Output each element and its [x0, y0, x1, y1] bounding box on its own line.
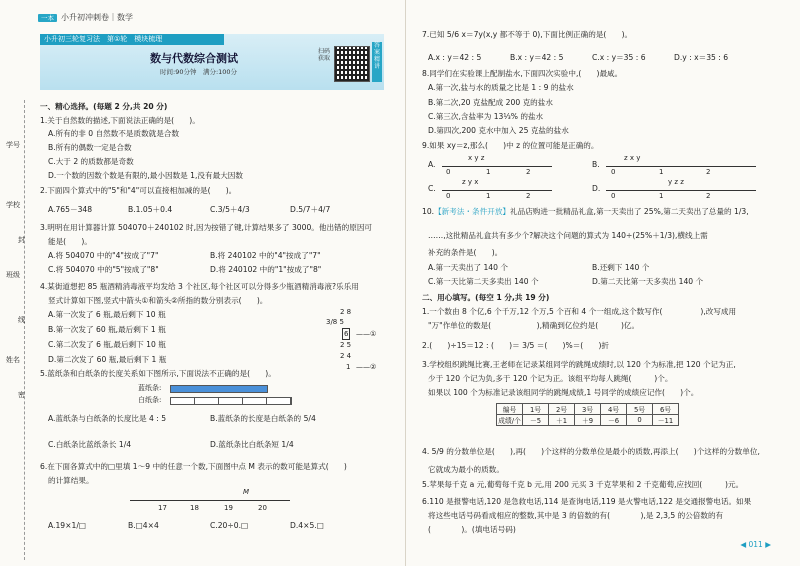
q9-line-b-0: 0 — [611, 168, 616, 176]
table-cell: 编号 — [497, 404, 523, 415]
table-cell: 2号 — [549, 404, 575, 415]
tick-18: 18 — [190, 504, 199, 512]
fill-1: 1.一个数由 8 个亿,6 个千万,12 个万,5 个百和 4 个一组成,这个数写作( ),改写成用 — [422, 307, 737, 316]
gutter-school: 学校 — [6, 201, 20, 209]
q4-option-b[interactable]: B.第一次发了 60 瓶,最后剩下 1 瓶 — [48, 325, 166, 334]
test-subtitle: 时间:90分钟 满分:100分 — [160, 68, 238, 76]
table-cell: －11 — [653, 415, 679, 426]
blue-paper-strip — [170, 385, 268, 393]
q10-tag: 【新考法・条件开放】 — [434, 207, 511, 216]
q9-option-a[interactable]: A. — [428, 160, 436, 169]
q3-option-b[interactable]: B.将 240102 中的"4"按成了"7" — [210, 251, 321, 260]
q1-stem: 1.关于自然数的描述,下面说法正确的是( )。 — [40, 116, 200, 125]
table-cell: －5 — [523, 415, 549, 426]
right-page — [405, 0, 800, 566]
q8-option-a[interactable]: A.第一次,盐与水的质量之比是 1 : 9 的盐水 — [428, 83, 574, 92]
fill-5: 5.苹果每千克 a 元,葡萄每千克 b 元,用 200 元买 3 千克苹果和 2 千克葡萄,应找回( )元。 — [422, 480, 744, 489]
q4-option-a[interactable]: A.第一次发了 6 瓶,最后剩下 10 瓶 — [48, 310, 166, 319]
qr-label-right: 答案精讲 — [372, 42, 382, 82]
page-number-value: 011 — [748, 540, 763, 549]
q1-option-c[interactable]: C.大于 2 的质数都是奇数 — [48, 157, 134, 166]
q7-option-a[interactable]: A.x : y＝42 : 5 — [428, 53, 482, 62]
table-cell: ＋9 — [575, 415, 601, 426]
q5-option-c[interactable]: C.白纸条比蓝纸条长 1/4 — [48, 440, 132, 449]
q1-option-b[interactable]: B.所有的偶数一定是合数 — [48, 143, 132, 152]
q10-stem: 10.【新考法・条件开放】礼品店购进一批精品礼盒,第一天卖出了 25%,第二天卖出了总量的 1/3, — [422, 207, 749, 216]
q9-option-b[interactable]: B. — [592, 160, 600, 169]
header-tag: 一本 — [38, 14, 57, 22]
q4-option-d[interactable]: D.第二次发了 60 瓶,最后剩下 1 瓶 — [48, 355, 167, 364]
q1-option-d[interactable]: D.一个数的因数个数是有限的,最小因数是 1,没有最大因数 — [48, 171, 243, 180]
jump-rope-score-table — [496, 403, 679, 426]
q10-stem-cont: ……,这批精品礼盒共有多少个?解决这个问题的算式为 140÷(25%＋1/3),横线上需 — [428, 231, 708, 240]
arrow-2-label: ② — [370, 363, 377, 371]
division-step-24: 2 4 — [340, 352, 352, 360]
fill-4: 4. 5/9 的分数单位是( ),再( )个这样的分数单位是最小的质数,再添上( )个这样的分数单位, — [422, 447, 760, 456]
q8-option-b[interactable]: B.第二次,20 克盐配成 200 克的盐水 — [428, 98, 553, 107]
table-cell: 5号 — [627, 404, 653, 415]
q4-stem-cont: 竖式计算如下图,竖式中箭头①和箭头②所指的数分别表示( )。 — [48, 296, 268, 305]
q6-option-b[interactable]: B.□4×4 — [128, 521, 159, 530]
division-dividend: 3/8 5 — [326, 318, 344, 326]
q9-stem: 9.如果 xy＝z,那么( )中 z 的位置可能是正确的。 — [422, 141, 599, 150]
q7-option-b[interactable]: B.x : y＝42 : 5 — [510, 53, 564, 62]
q7-stem: 7.已知 5/6 x＝7y(x,y 都不等于 0),下面比例正确的是( )。 — [422, 30, 633, 39]
q9-line-c-letters: z y x — [462, 178, 479, 186]
q9-option-c[interactable]: C. — [428, 184, 436, 193]
q5-option-a[interactable]: A.蓝纸条与白纸条的长度比是 4 : 5 — [48, 414, 167, 423]
q2-stem: 2.下面四个算式中的"5"和"4"可以直接相加减的是( )。 — [40, 186, 237, 195]
q2-option-b[interactable]: B.1.05＋0.4 — [128, 205, 173, 214]
q10-option-b[interactable]: B.还剩下 140 个 — [592, 263, 650, 272]
q5-option-d[interactable]: D.蓝纸条比白纸条短 1/4 — [210, 440, 294, 449]
q7-option-d[interactable]: D.y : x＝35 : 6 — [674, 53, 729, 62]
point-m-label: M — [243, 488, 250, 496]
q9-line-a-letters: x y z — [468, 154, 485, 162]
q8-option-d[interactable]: D.第四次,200 克水中加入 25 克盐的盐水 — [428, 126, 569, 135]
q4-option-c[interactable]: C.第二次发了 6 瓶,最后剩下 10 瓶 — [48, 340, 166, 349]
q9-line-d — [606, 190, 756, 191]
fill-3: 3.学校组织跳绳比赛,王老师在记录某组同学的跳绳成绩时,以 120 个为标准,把 120 个记为正, — [422, 360, 736, 369]
section-1-heading: 一、精心选择。(每题 2 分,共 20 分) — [40, 102, 168, 111]
q10-option-c[interactable]: C.第一天比第二天多卖出 140 个 — [428, 277, 539, 286]
section-2-heading: 二、用心填写。(每空 1 分,共 19 分) — [422, 293, 550, 302]
q9-line-c-1: 1 — [486, 192, 491, 200]
fill-3-cont-2: 如果以 100 个为标准记录该组同学的跳绳成绩,1 号同学的成绩应记作( )个。 — [428, 388, 699, 397]
q6-option-d[interactable]: D.4×5.□ — [290, 521, 324, 530]
fill-2: 2.( )÷15＝12 : ( )＝ 3/5 ＝( )%＝( )折 — [422, 341, 610, 350]
page-number: ◀ 011 ▶ — [740, 540, 771, 549]
table-row — [497, 415, 679, 426]
q3-option-c[interactable]: C.将 504070 中的"5"按成了"8" — [48, 265, 159, 274]
fill-3-cont: 少于 120 个记为负,多于 120 个记为正。该组平均每人跳绳( )个。 — [428, 374, 673, 383]
q10-text: 礼品店购进一批精品礼盒,第一天卖出了 25%,第二天卖出了总量的 1/3, — [510, 207, 749, 216]
tick-20: 20 — [258, 504, 267, 512]
banner-strip: 小升初三轮复习法 第①轮 模块梳理 — [40, 34, 224, 45]
q9-line-c-2: 2 — [526, 192, 531, 200]
division-remainder: 1 — [346, 363, 351, 371]
table-row-header — [497, 404, 679, 415]
q6-option-c[interactable]: C.20÷0.□ — [210, 521, 249, 530]
qr-label-left: 扫码获取 — [318, 48, 331, 62]
q6-option-a[interactable]: A.19×1/□ — [48, 521, 87, 530]
q3-option-d[interactable]: D.将 240102 中的"1"按成了"8" — [210, 265, 322, 274]
q9-line-b-1: 1 — [659, 168, 664, 176]
tick-17: 17 — [158, 504, 167, 512]
gutter-seal: 封 — [18, 236, 25, 244]
q9-option-d[interactable]: D. — [592, 184, 601, 193]
blue-strip-label: 蓝纸条: — [138, 384, 162, 392]
q4-stem: 4.某街道想把 85 瓶酒精消毒液平均发给 3 个社区,每个社区可以分得多少瓶酒精消毒液?乐乐用 — [40, 282, 359, 291]
q9-line-d-0: 0 — [611, 192, 616, 200]
q9-line-a — [442, 166, 552, 167]
fill-4-cont: 它就成为最小的质数。 — [428, 465, 504, 474]
q10-option-a[interactable]: A.第一天卖出了 140 个 — [428, 263, 508, 272]
white-paper-strip — [170, 397, 292, 405]
q10-option-d[interactable]: D.第二天比第一天多卖出 140 个 — [592, 277, 704, 286]
q2-option-d[interactable]: D.5/7＋4/7 — [290, 205, 331, 214]
table-cell: 3号 — [575, 404, 601, 415]
q5-option-b[interactable]: B.蓝纸条的长度是白纸条的 5/4 — [210, 414, 316, 423]
q6-stem: 6.在下面各算式中的□里填 1～9 中的任意一个数,下面图中点 M 表示的数可能是算式( ) — [40, 462, 347, 471]
q3-option-a[interactable]: A.将 504070 中的"4"按成了"7" — [48, 251, 159, 260]
q9-line-b — [606, 166, 756, 167]
q5-stem: 5.蓝纸条和白纸条的长度关系如下图所示,下面说法不正确的是( )。 — [40, 369, 276, 378]
gutter-seal-2: 密 — [18, 391, 25, 399]
fill-6-cont-2: ( )。(填电话号码) — [428, 525, 516, 534]
table-cell: －6 — [601, 415, 627, 426]
q3-stem: 3.明明在用计算器计算 504070＋240102 时,因为按错了键,计算结果多了 3000。他出错的原因可 — [40, 223, 373, 232]
division-step-6: 6 — [344, 330, 349, 338]
q9-line-c — [442, 190, 552, 191]
table-cell: 0 — [627, 415, 653, 426]
tick-19: 19 — [224, 504, 233, 512]
white-strip-label: 白纸条: — [138, 396, 162, 404]
q9-line-c-0: 0 — [446, 192, 451, 200]
qr-code-icon[interactable] — [334, 46, 370, 82]
binding-gutter — [2, 140, 32, 440]
q6-number-line — [130, 500, 290, 501]
q9-line-d-2: 2 — [706, 192, 711, 200]
q9-line-b-2: 2 — [706, 168, 711, 176]
q9-line-a-1: 1 — [486, 168, 491, 176]
gutter-class: 班级 — [6, 271, 20, 279]
gutter-num: 学号 — [6, 141, 20, 149]
fill-1-cont: "万"作单位的数是( ),精确到亿位约是( )亿。 — [428, 321, 640, 330]
gutter-line: 线 — [18, 316, 25, 324]
header-text: 小升初冲刺卷｜数学 — [61, 13, 133, 22]
q3-stem-cont: 能是( )。 — [48, 237, 92, 246]
running-header — [38, 12, 133, 23]
q10-stem-cont-2: 补充的条件是( )。 — [428, 248, 503, 257]
q8-stem: 8.同学们在实验课上配制盐水,下面四次实验中,( )最咸。 — [422, 69, 623, 78]
q9-line-d-letters: y z z — [668, 178, 684, 186]
test-banner — [40, 34, 384, 90]
fill-6-cont: 将这些电话号码看成相应的整数,其中是 3 的倍数的有( ),是 2,3,5 的公倍数的有 — [428, 511, 724, 520]
gutter-name: 姓名 — [6, 356, 20, 364]
table-cell: ＋1 — [549, 415, 575, 426]
division-quotient: 2 8 — [340, 308, 352, 316]
q2-option-c[interactable]: C.3/5＋4/3 — [210, 205, 250, 214]
q8-option-c[interactable]: C.第三次,含盐率为 13⅓% 的盐水 — [428, 112, 544, 121]
arrow-1-icon: ——① — [356, 330, 377, 338]
q6-stem-cont: 的计算结果。 — [48, 476, 94, 485]
table-cell: 成绩/个 — [497, 415, 523, 426]
arrow-2-icon: ——② — [356, 363, 377, 371]
table-cell: 1号 — [523, 404, 549, 415]
test-title: 数与代数综合测试 — [150, 52, 238, 65]
table-cell: 4号 — [601, 404, 627, 415]
division-step-25: 2 5 — [340, 341, 352, 349]
q9-line-a-0: 0 — [446, 168, 451, 176]
table-cell: 6号 — [653, 404, 679, 415]
fill-6: 6.110 是报警电话,120 是急救电话,114 是查询电话,119 是火警电话,122 是交通报警电话。如果 — [422, 497, 752, 506]
q1-option-a[interactable]: A.所有的非 0 自然数不是质数就是合数 — [48, 129, 180, 138]
q9-line-b-letters: z x y — [624, 154, 641, 162]
q7-option-c[interactable]: C.x : y＝35 : 6 — [592, 53, 646, 62]
q9-line-d-1: 1 — [659, 192, 664, 200]
arrow-1-label: ① — [370, 330, 377, 338]
q2-option-a[interactable]: A.765－348 — [48, 205, 93, 214]
q9-line-a-2: 2 — [526, 168, 531, 176]
